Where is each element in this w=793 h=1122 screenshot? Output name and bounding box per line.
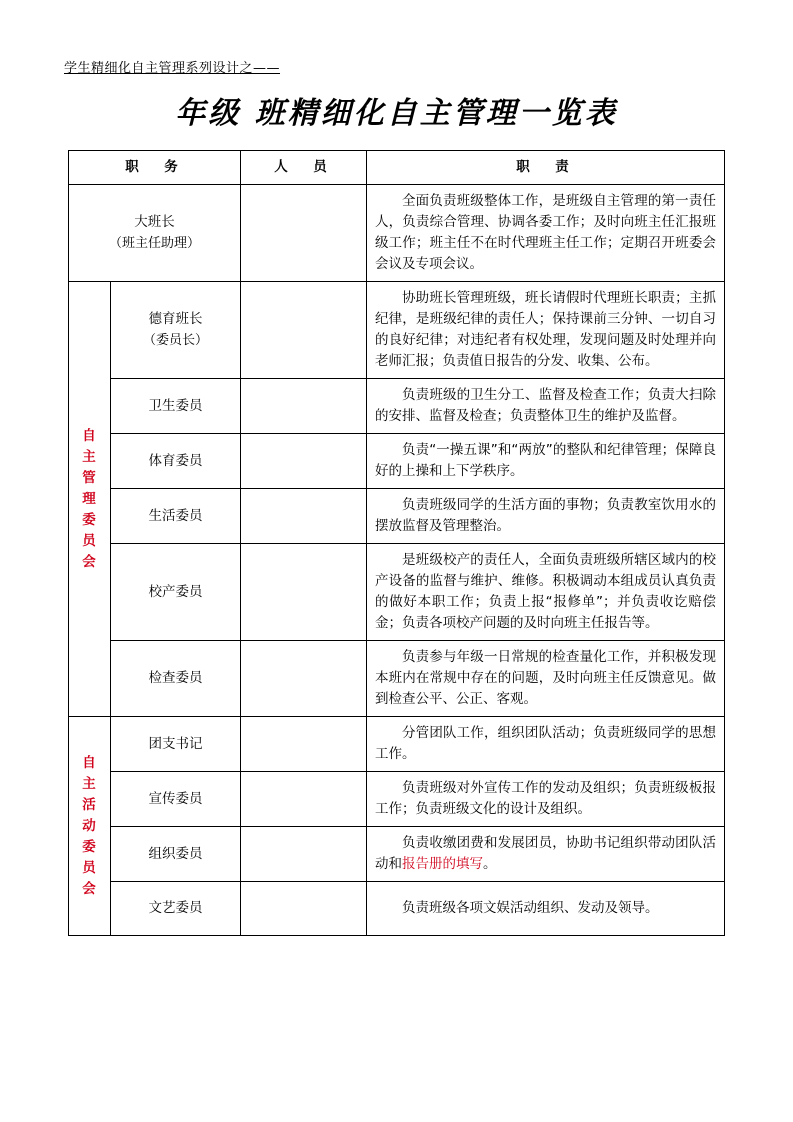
- responsibility-cell: 负责“一操五课”和“两放”的整队和纪律管理；保障良好的上操和上下学秩序。: [367, 434, 725, 489]
- responsibility-cell: 负责班级的卫生分工、监督及检查工作；负责大扫除的安排、监督及检查；负责整体卫生的维护及监督。: [367, 379, 725, 434]
- role-sublabel: （委员长）: [142, 333, 208, 348]
- group-label-activity: 自 主 活 动 委 员 会: [69, 717, 111, 936]
- role-label: 德育班长: [148, 311, 203, 327]
- group-label-management: 自 主 管 理 委 员 会: [69, 282, 111, 717]
- table-row: [69, 489, 725, 544]
- person-cell[interactable]: [241, 641, 367, 717]
- responsibility-cell-rich: [367, 827, 725, 882]
- document-subheader: 学生精细化自主管理系列设计之——: [64, 61, 281, 76]
- table-row: [69, 827, 725, 882]
- table-row: [69, 717, 725, 772]
- responsibility-cell: 全面负责班级整体工作，是班级自主管理的第一责任人，负责综合管理、协调各委工作；及时向班主任汇报班级工作；班主任不在时代理班主任工作；定期召开班委会会议及专项会议。: [367, 185, 725, 282]
- header-duty-position: 职 务: [69, 151, 241, 185]
- table-row: [69, 282, 725, 379]
- table-row: [69, 641, 725, 717]
- person-cell[interactable]: [241, 827, 367, 882]
- responsibility-cell: 负责班级对外宣传工作的发动及组织；负责班级板报工作；负责班级文化的设计及组织。: [367, 772, 725, 827]
- header-person: 人 员: [241, 151, 367, 185]
- responsibility-part-highlight: 报告册的填写: [402, 856, 483, 872]
- responsibility-part-3: 。: [483, 856, 497, 872]
- responsibility-cell: 分管团队工作，组织团队活动；负责班级同学的思想工作。: [367, 717, 725, 772]
- role-cell: [111, 282, 241, 379]
- person-cell[interactable]: [241, 772, 367, 827]
- person-cell[interactable]: [241, 185, 367, 282]
- group-label-text: 自: [82, 427, 97, 444]
- responsibility-cell: 协助班长管理班级，班长请假时代理班长职责；主抓纪律，是班级纪律的责任人；保持课前三分钟、一切自习的良好纪律；对违纪者有权处理，发现问题及时处理并向老师汇报；负责值日报告的分发、收集、公布。: [367, 282, 725, 379]
- responsibility-cell: 负责班级各项文娱活动组织、发动及领导。: [367, 882, 725, 936]
- role-cell: [69, 185, 241, 282]
- role-cell: 文艺委员: [111, 882, 241, 936]
- table-row: [69, 544, 725, 641]
- person-cell[interactable]: [241, 434, 367, 489]
- person-cell[interactable]: [241, 489, 367, 544]
- role-label: 大班长: [134, 214, 175, 230]
- person-cell[interactable]: [241, 282, 367, 379]
- person-cell[interactable]: [241, 544, 367, 641]
- responsibility-cell: 负责参与年级一日常规的检查量化工作，并积极发现本班内在常规中存在的问题，及时向班主任反馈意见。做到检查公平、公正、客观。: [367, 641, 725, 717]
- role-cell: 团支书记: [111, 717, 241, 772]
- responsibility-part-1: 负责收缴团费和发展团员，协助书记组织带动团队活动和: [375, 835, 716, 872]
- group-label-text: 自: [82, 754, 97, 771]
- role-cell: 检查委员: [111, 641, 241, 717]
- role-cell: 生活委员: [111, 489, 241, 544]
- person-cell[interactable]: [241, 717, 367, 772]
- person-cell[interactable]: [241, 379, 367, 434]
- page-title: 年级 班精细化自主管理一览表: [175, 96, 618, 131]
- header-responsibility: 职 责: [367, 151, 725, 185]
- table-row: [69, 185, 725, 282]
- management-table: [68, 150, 725, 936]
- role-cell: 宣传委员: [111, 772, 241, 827]
- role-cell: 组织委员: [111, 827, 241, 882]
- role-cell: 体育委员: [111, 434, 241, 489]
- responsibility-cell: 是班级校产的责任人，全面负责班级所辖区域内的校产设备的监督与维护、维修。积极调动本组成员认真负责的做好本职工作；负责上报“报修单”；并负责收讫赔偿金；负责各项校产问题的及时向班主任报告等。: [367, 544, 725, 641]
- role-cell: 校产委员: [111, 544, 241, 641]
- table-row: [69, 379, 725, 434]
- table-row: [69, 882, 725, 936]
- person-cell[interactable]: [241, 882, 367, 936]
- responsibility-cell: 负责班级同学的生活方面的事物；负责教室饮用水的摆放监督及管理整治。: [367, 489, 725, 544]
- table-row: [69, 434, 725, 489]
- table-row: [69, 772, 725, 827]
- role-cell: 卫生委员: [111, 379, 241, 434]
- table-header-row: [69, 151, 725, 185]
- role-sublabel: （班主任助理）: [108, 236, 200, 251]
